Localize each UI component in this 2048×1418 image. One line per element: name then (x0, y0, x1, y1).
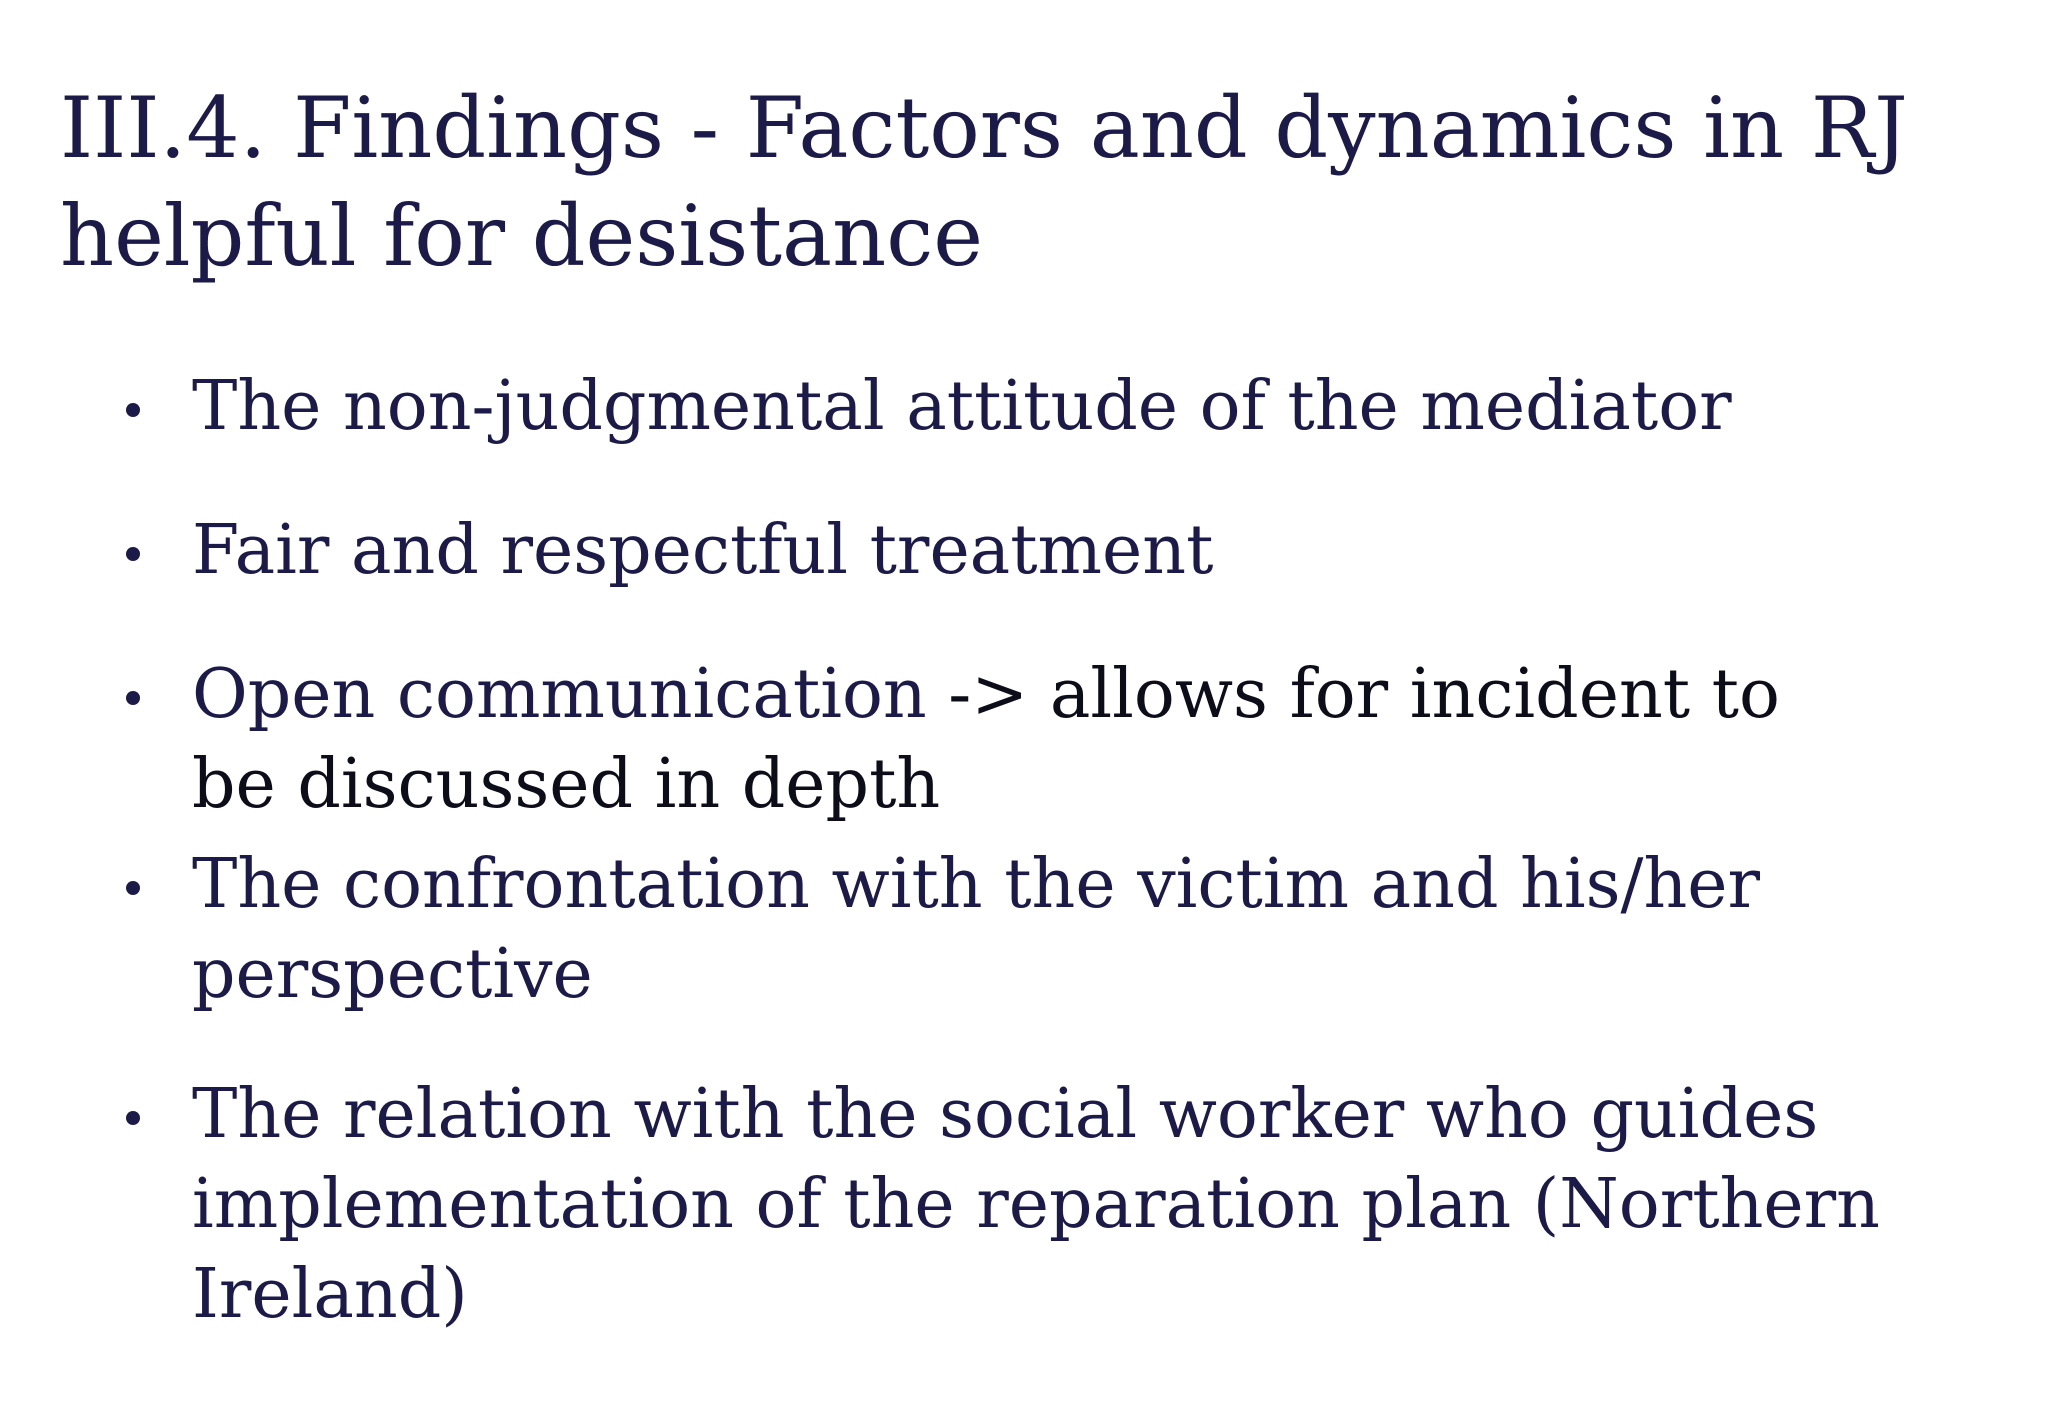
bullet-icon (126, 881, 140, 895)
bullet-text: The relation with the social worker who guides implementation of the reparation plan (Northern Ireland) (192, 1075, 1880, 1334)
bullet-icon (126, 691, 140, 705)
bullet-text: The confrontation with the victim and his/her perspective (192, 845, 1760, 1014)
list-item (120, 362, 1880, 452)
bullet-list (120, 362, 1880, 1340)
bullet-icon (126, 1111, 140, 1125)
list-item (120, 1070, 1880, 1340)
bullet-icon (126, 403, 140, 417)
bullet-icon (126, 547, 140, 561)
list-item (120, 506, 1880, 596)
list-item (120, 840, 1880, 1020)
bullet-text-continuation: -> allows for incident to be discussed in depth (192, 655, 1780, 824)
slide-title: III.4. Findings - Factors and dynamics in RJ helpful for desistance (60, 79, 1908, 285)
list-item (120, 650, 1880, 830)
bullet-text: Fair and respectful treatment (192, 511, 1214, 590)
bullet-text: Open communication (192, 655, 927, 734)
bullet-text: The non-judgmental attitude of the mediator (192, 367, 1732, 446)
